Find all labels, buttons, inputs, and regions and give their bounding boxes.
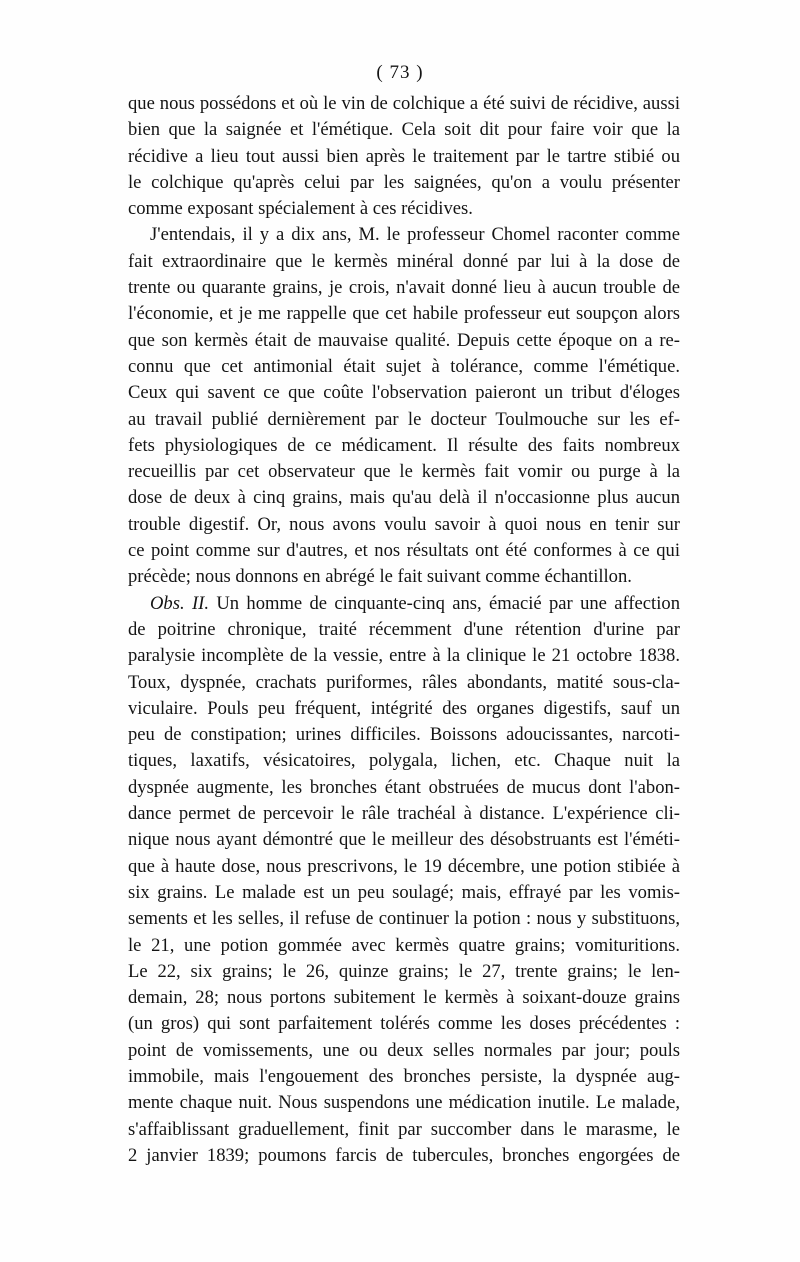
- text-line: Toux, dyspnée, crachats puriformes, râles abondants, matité sous-cla-: [128, 671, 680, 693]
- text-line: recueillis par cet observateur que le kermès fait vomir ou purge à la: [128, 461, 680, 483]
- text-line: fait extraordinaire que le kermès minéral donné par lui à la dose de: [128, 250, 680, 272]
- text-line: précède; nous donnons en abrégé le fait suivant comme échantillon.: [128, 566, 632, 588]
- text-line: récidive a lieu tout aussi bien après le traitement par le tartre stibié ou: [128, 145, 680, 167]
- text-line: viculaire. Pouls peu fréquent, intégrité des organes digestifs, sauf un: [128, 697, 680, 719]
- text-line: fets physiologiques de ce médicament. Il résulte des faits nombreux: [128, 434, 680, 456]
- text-line: demain, 28; nous portons subitement le kermès à soixant-douze grains: [128, 987, 680, 1009]
- text-line: bien que la saignée et l'émétique. Cela soit dit pour faire voir que la: [128, 119, 680, 141]
- text-line: le 21, une potion gommée avec kermès quatre grains; vomituritions.: [128, 934, 680, 956]
- text-line: que son kermès était de mauvaise qualité. Depuis cette époque on a re-: [128, 329, 680, 351]
- text-line: tiques, laxatifs, vésicatoires, polygala, lichen, etc. Chaque nuit la: [128, 750, 680, 772]
- text-line: Ceux qui savent ce que coûte l'observation paieront un tribut d'éloges: [128, 382, 680, 404]
- body-text: [128, 91, 680, 1169]
- text-line: mente chaque nuit. Nous suspendons une médication inutile. Le malade,: [128, 1092, 680, 1114]
- text-line: paralysie incomplète de la vessie, entre à la clinique le 21 octobre 1838.: [128, 645, 680, 667]
- text-line: trente ou quarante grains, je crois, n'avait donné lieu à aucun trouble de: [128, 277, 680, 299]
- text-line: immobile, mais l'engouement des bronches persiste, la dyspnée aug-: [128, 1065, 680, 1087]
- text-line: s'affaiblissant graduellement, finit par succomber dans le marasme, le: [128, 1118, 680, 1140]
- text-line: peu de constipation; urines difficiles. Boissons adoucissantes, narcoti-: [128, 724, 680, 746]
- text-line: trouble digestif. Or, nous avons voulu savoir à quoi nous en tenir sur: [128, 513, 680, 535]
- text-line: (un gros) qui sont parfaitement tolérés comme les doses précédentes :: [128, 1013, 680, 1035]
- page-number: ( 73 ): [376, 62, 424, 83]
- text-line: au travail publié dernièrement par le docteur Toulmouche sur les ef-: [128, 408, 680, 430]
- text-line: de poitrine chronique, traité récemment d'une rétention d'urine par: [128, 618, 680, 640]
- text-line: point de vomissements, une ou deux selles normales par jour; pouls: [128, 1039, 680, 1061]
- text-line: sements et les selles, il refuse de continuer la potion : nous y substituons,: [128, 908, 680, 930]
- text-line: nique nous ayant démontré que le meilleur des désobstruants est l'éméti-: [128, 829, 680, 851]
- text-line: ce point comme sur d'autres, et nos résultats ont été conformes à ce qui: [128, 540, 680, 562]
- text-line: 2 janvier 1839; poumons farcis de tubercules, bronches engorgées de: [128, 1144, 680, 1166]
- text-line: J'entendais, il y a dix ans, M. le professeur Chomel raconter comme: [150, 224, 680, 246]
- text-line: comme exposant spécialement à ces récidives.: [128, 198, 473, 220]
- text-line: le colchique qu'après celui par les saignées, qu'on a voulu présenter: [128, 171, 680, 193]
- text-line: Le 22, six grains; le 26, quinze grains; le 27, trente grains; le len-: [128, 960, 680, 982]
- text-line: six grains. Le malade est un peu soulagé; mais, effrayé par les vomis-: [128, 881, 680, 903]
- text-line: dose de deux à cinq grains, mais qu'au delà il n'occasionne plus aucun: [128, 487, 680, 509]
- text-line: dyspnée augmente, les bronches étant obstruées de mucus dont l'abon-: [128, 776, 680, 798]
- text-line: que nous possédons et où le vin de colchique a été suivi de récidive, aussi: [128, 93, 680, 114]
- text-line: dance permet de percevoir le râle trachéal à distance. L'expérience cli-: [128, 803, 680, 825]
- text-line: connu que cet antimonial était sujet à tolérance, comme l'émétique.: [128, 355, 680, 377]
- text-line: Obs. II. Un homme de cinquante-cinq ans, émacié par une affection: [150, 592, 680, 614]
- text-line: que à haute dose, nous prescrivons, le 19 décembre, une potion stibiée à: [128, 855, 680, 877]
- text-line: l'économie, et je me rappelle que cet habile professeur eut soupçon alors: [128, 303, 680, 325]
